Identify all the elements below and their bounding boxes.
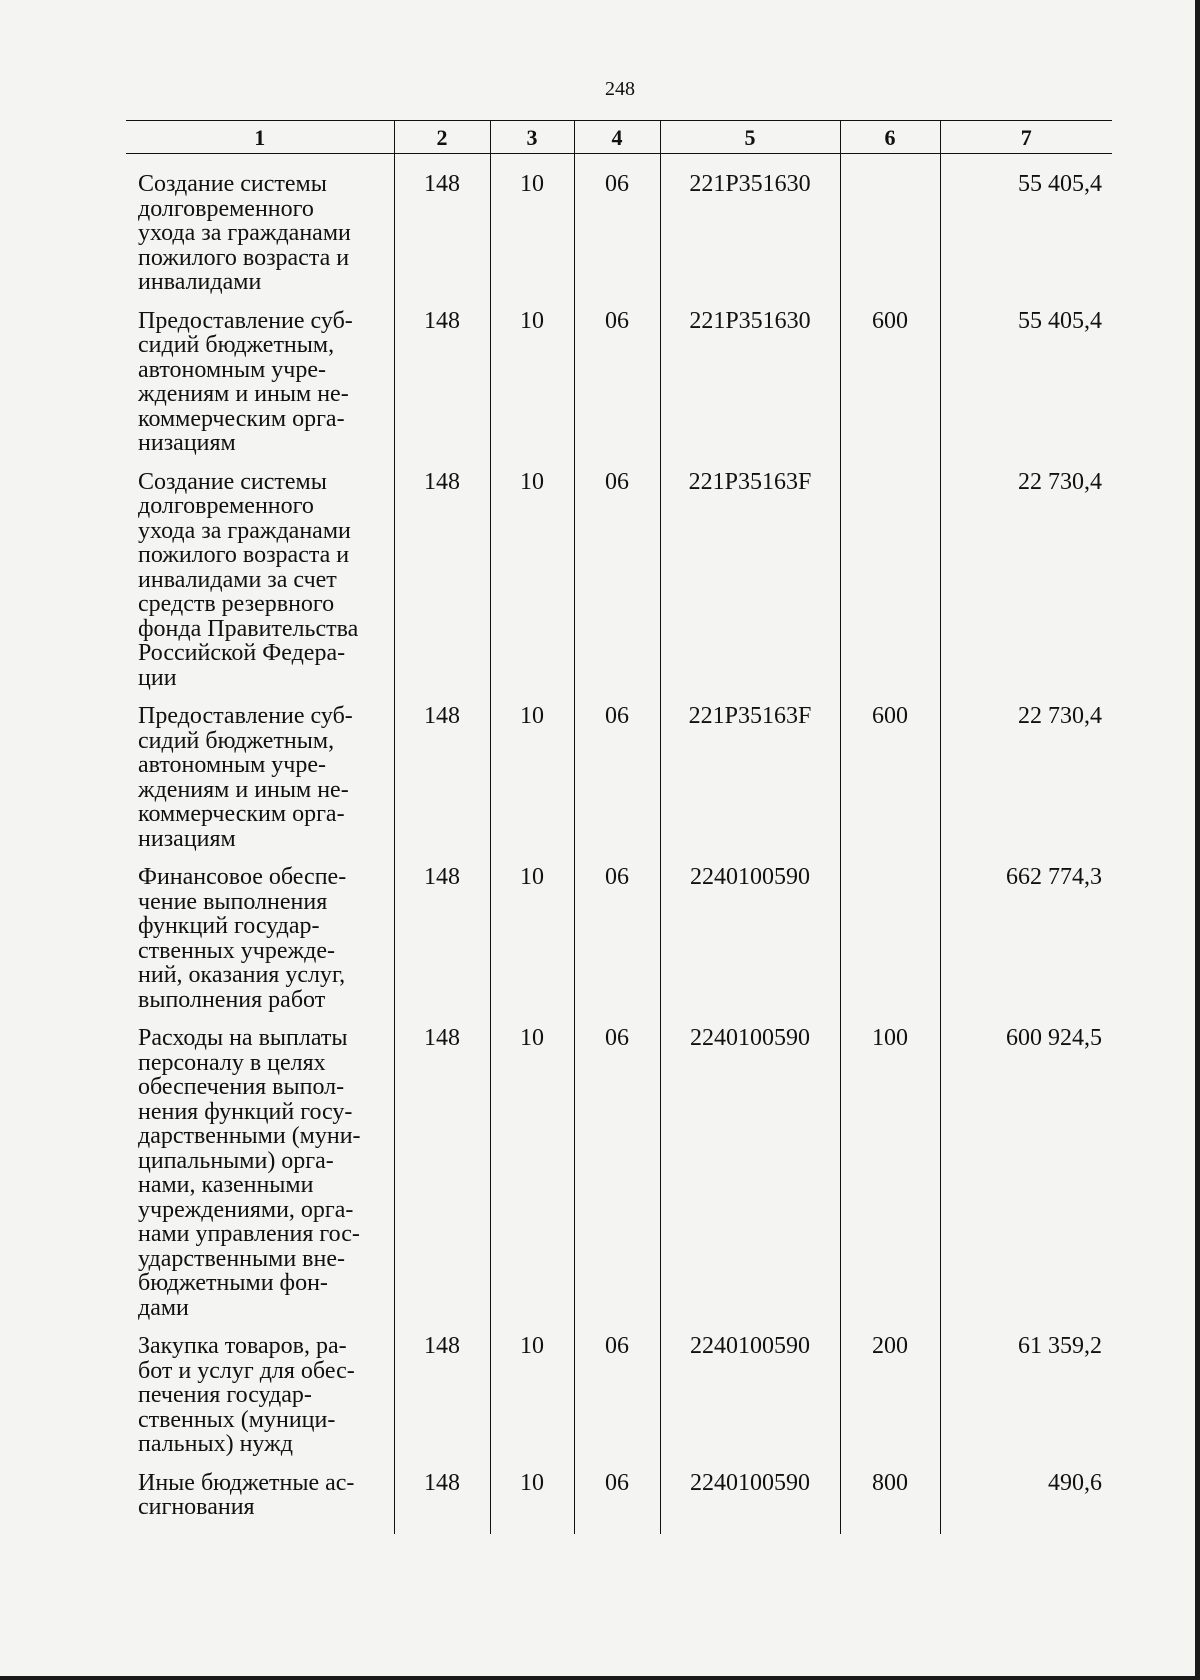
code-5-cell: 221P351630	[660, 172, 840, 309]
code-5-cell: 221P35163F	[660, 704, 840, 865]
budget-table-container	[126, 120, 1112, 1534]
code-3-cell: 10	[490, 172, 574, 309]
column-header-1: 1	[126, 121, 394, 154]
code-2-cell: 148	[394, 309, 490, 470]
header-row	[126, 121, 1112, 154]
code-3-cell: 10	[490, 470, 574, 705]
table-row	[126, 1026, 1112, 1334]
code-2-cell: 148	[394, 172, 490, 309]
amount-cell: 22 730,4	[940, 470, 1112, 705]
description-cell: Предоставление суб- сидий бюджетным, автономным учре- ждениям и иным не- коммерческим орга- низациям	[138, 703, 353, 852]
code-3-cell: 10	[490, 1334, 574, 1471]
scan-edge-bottom	[0, 1676, 1200, 1680]
amount-cell: 55 405,4	[940, 172, 1112, 309]
column-header-3: 3	[490, 121, 574, 154]
code-4-cell: 06	[574, 1026, 660, 1334]
code-6-cell: 100	[840, 1026, 940, 1334]
page-number: 248	[605, 78, 635, 100]
code-4-cell: 06	[574, 1471, 660, 1534]
code-2-cell: 148	[394, 1026, 490, 1334]
table-row	[126, 309, 1112, 470]
description-cell: Расходы на выплаты персоналу в целях обеспечения выпол- нения функций госу- дарственными (муни- ципальными) орга- нами, казенными учреждениями, орга- нами управления гос- ударственными вне- бюджетными фон- дами	[138, 1025, 361, 1321]
amount-cell: 600 924,5	[940, 1026, 1112, 1334]
code-5-cell: 2240100590	[660, 1334, 840, 1471]
column-header-7: 7	[940, 121, 1112, 154]
budget-table	[126, 120, 1112, 1534]
code-4-cell: 06	[574, 309, 660, 470]
code-6-cell	[840, 865, 940, 1026]
code-4-cell: 06	[574, 172, 660, 309]
code-6-cell: 200	[840, 1334, 940, 1471]
amount-cell: 61 359,2	[940, 1334, 1112, 1471]
table-row	[126, 704, 1112, 865]
code-5-cell: 2240100590	[660, 1026, 840, 1334]
code-5-cell: 221P351630	[660, 309, 840, 470]
amount-cell: 22 730,4	[940, 704, 1112, 865]
column-header-5: 5	[660, 121, 840, 154]
amount-cell: 490,6	[940, 1471, 1112, 1534]
table-body	[126, 154, 1112, 1534]
code-5-cell: 221P35163F	[660, 470, 840, 705]
table-row	[126, 470, 1112, 705]
code-5-cell: 2240100590	[660, 1471, 840, 1534]
code-4-cell: 06	[574, 1334, 660, 1471]
code-6-cell	[840, 172, 940, 309]
spacer-row	[126, 154, 1112, 173]
code-4-cell: 06	[574, 865, 660, 1026]
code-6-cell	[840, 470, 940, 705]
code-4-cell: 06	[574, 470, 660, 705]
code-2-cell: 148	[394, 865, 490, 1026]
table-row	[126, 1471, 1112, 1534]
code-2-cell: 148	[394, 1334, 490, 1471]
table-row	[126, 172, 1112, 309]
column-header-4: 4	[574, 121, 660, 154]
code-2-cell: 148	[394, 470, 490, 705]
code-4-cell: 06	[574, 704, 660, 865]
code-3-cell: 10	[490, 704, 574, 865]
description-cell: Предоставление суб- сидий бюджетным, автономным учре- ждениям и иным не- коммерческим орга- низациям	[138, 307, 353, 456]
description-cell: Иные бюджетные ас- сигнования	[138, 1469, 355, 1520]
scan-edge-right	[1195, 0, 1200, 1680]
description-cell: Создание системы долговременного ухода за гражданами пожилого возраста и инвалидами	[138, 171, 351, 295]
table-row	[126, 865, 1112, 1026]
code-6-cell: 600	[840, 704, 940, 865]
table-row	[126, 1334, 1112, 1471]
code-3-cell: 10	[490, 1026, 574, 1334]
description-cell: Закупка товаров, ра- бот и услуг для обес- печения государ- ственных (муници- пальных) нужд	[138, 1333, 355, 1457]
code-3-cell: 10	[490, 865, 574, 1026]
code-3-cell: 10	[490, 1471, 574, 1534]
code-3-cell: 10	[490, 309, 574, 470]
column-header-6: 6	[840, 121, 940, 154]
column-header-2: 2	[394, 121, 490, 154]
code-6-cell: 600	[840, 309, 940, 470]
description-cell: Создание системы долговременного ухода за гражданами пожилого возраста и инвалидами за счет средств резервного фонда Правительства Российской Федера- ции	[138, 468, 359, 691]
code-5-cell: 2240100590	[660, 865, 840, 1026]
amount-cell: 662 774,3	[940, 865, 1112, 1026]
description-cell: Финансовое обеспе- чение выполнения функций государ- ственных учрежде- ний, оказания услуг, выполнения работ	[138, 864, 347, 1013]
code-6-cell: 800	[840, 1471, 940, 1534]
code-2-cell: 148	[394, 704, 490, 865]
code-2-cell: 148	[394, 1471, 490, 1534]
amount-cell: 55 405,4	[940, 309, 1112, 470]
